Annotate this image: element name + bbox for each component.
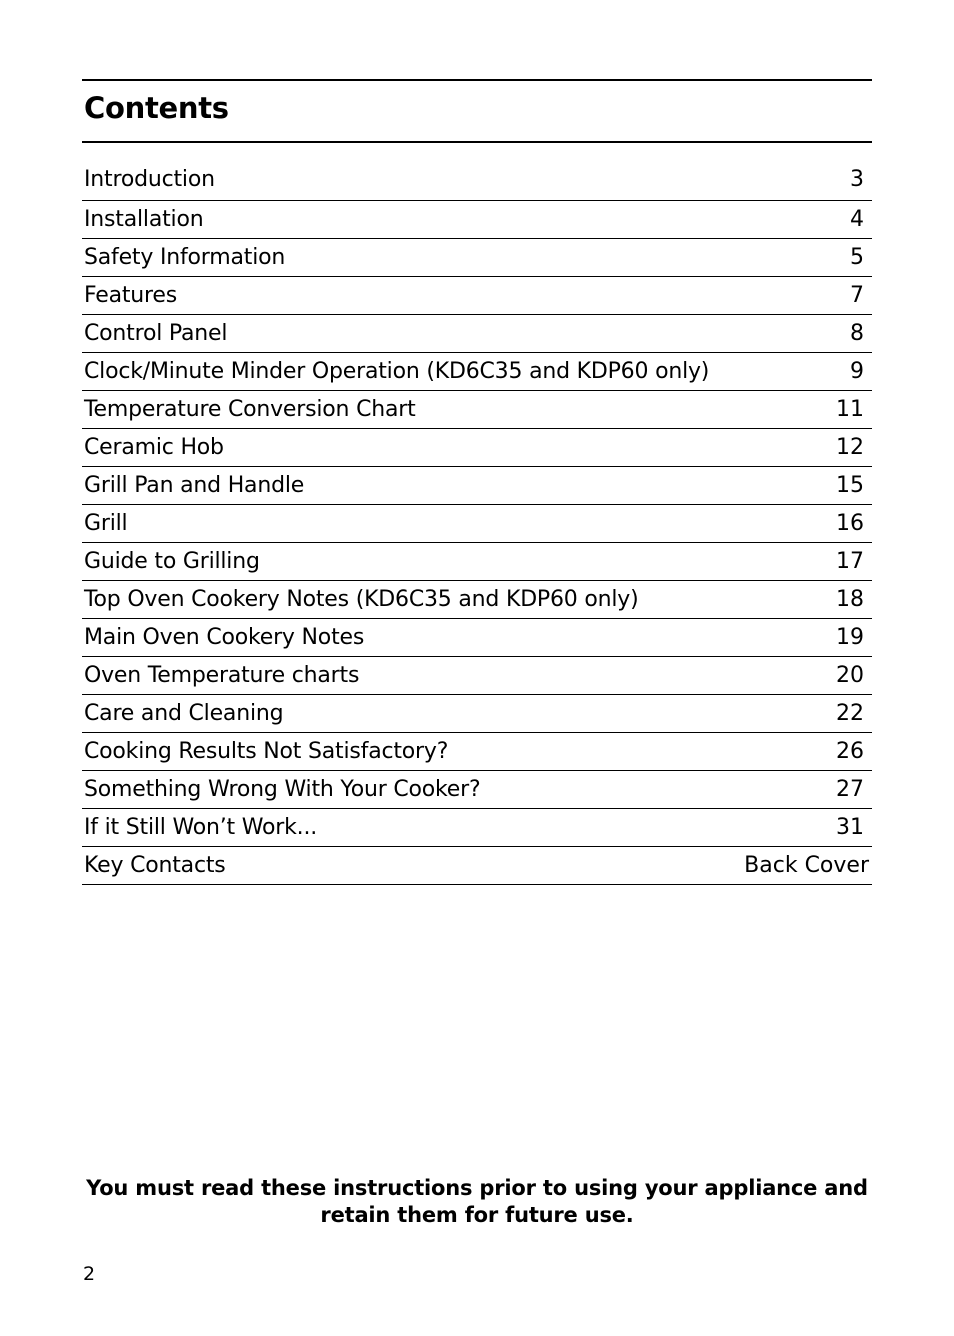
toc-entry-label: Safety Information <box>84 244 286 270</box>
toc-entry-guide-to-grilling[interactable] <box>82 543 872 581</box>
toc-entry-page: 12 <box>836 434 864 460</box>
toc-entry-page: 4 <box>850 206 864 232</box>
toc-entry-clock-minute-minder[interactable] <box>82 353 872 391</box>
toc-entry-label: Grill Pan and Handle <box>84 472 305 498</box>
toc-entry-label: Ceramic Hob <box>84 434 224 460</box>
toc-entry-page: 26 <box>836 738 864 764</box>
toc-entry-label: Key Contacts <box>84 852 226 878</box>
toc-entry-page: 20 <box>836 662 864 688</box>
toc-entry-page: 15 <box>836 472 864 498</box>
toc-entry-label: Something Wrong With Your Cooker? <box>84 776 481 802</box>
toc-entry-grill[interactable] <box>82 505 872 543</box>
toc-entry-label: Cooking Results Not Satisfactory? <box>84 738 449 764</box>
toc-entry-oven-temperature-charts[interactable] <box>82 657 872 695</box>
notice-line: retain them for future use. <box>320 1203 634 1227</box>
page-title: Contents <box>84 91 229 125</box>
toc-entry-label: Clock/Minute Minder Operation (KD6C35 and KDP60 only) <box>84 358 710 384</box>
toc-entry-introduction[interactable] <box>82 160 872 201</box>
toc-entry-if-it-still-wont-work[interactable] <box>82 809 872 847</box>
toc-entry-page: 18 <box>836 586 864 612</box>
toc-entry-label: Oven Temperature charts <box>84 662 360 688</box>
toc-entry-safety-information[interactable] <box>82 239 872 277</box>
toc-entry-main-oven-cookery-notes[interactable] <box>82 619 872 657</box>
toc-entry-something-wrong[interactable] <box>82 771 872 809</box>
toc-entry-page: 11 <box>836 396 864 422</box>
toc-entry-page: Back Cover <box>744 852 869 878</box>
toc-entry-top-oven-cookery-notes[interactable] <box>82 581 872 619</box>
toc-entry-label: Features <box>84 282 177 308</box>
toc-entry-label: Grill <box>84 510 128 536</box>
page-number: 2 <box>83 1263 96 1285</box>
toc-entry-label: Temperature Conversion Chart <box>84 396 416 422</box>
toc-entry-label: Guide to Grilling <box>84 548 260 574</box>
toc-entry-page: 19 <box>836 624 864 650</box>
toc-entry-label: Main Oven Cookery Notes <box>84 624 365 650</box>
toc-entry-cooking-results[interactable] <box>82 733 872 771</box>
toc-entry-control-panel[interactable] <box>82 315 872 353</box>
reading-notice <box>82 1175 872 1229</box>
toc-entry-care-and-cleaning[interactable] <box>82 695 872 733</box>
toc-entry-page: 9 <box>850 358 864 384</box>
toc-entry-label: Top Oven Cookery Notes (KD6C35 and KDP60 only) <box>84 586 639 612</box>
toc-entry-label: If it Still Won’t Work... <box>84 814 318 840</box>
toc-entry-features[interactable] <box>82 277 872 315</box>
toc-entry-page: 22 <box>836 700 864 726</box>
toc-entry-label: Care and Cleaning <box>84 700 284 726</box>
toc-entry-label: Introduction <box>84 167 215 192</box>
notice-line: You must read these instructions prior to using your appliance and <box>86 1176 868 1200</box>
toc-entry-page: 7 <box>850 282 864 308</box>
toc-entry-page: 3 <box>850 167 864 192</box>
toc-entry-page: 17 <box>836 548 864 574</box>
toc-entry-grill-pan-and-handle[interactable] <box>82 467 872 505</box>
toc-entry-ceramic-hob[interactable] <box>82 429 872 467</box>
title-divider <box>82 141 872 143</box>
toc-entry-label: Installation <box>84 206 204 232</box>
toc-entry-label: Control Panel <box>84 320 228 346</box>
toc-entry-page: 5 <box>850 244 864 270</box>
top-divider <box>82 79 872 81</box>
toc-entry-page: 8 <box>850 320 864 346</box>
table-of-contents <box>82 160 872 885</box>
toc-entry-temperature-conversion-chart[interactable] <box>82 391 872 429</box>
toc-entry-page: 27 <box>836 776 864 802</box>
toc-entry-page: 31 <box>836 814 864 840</box>
toc-entry-installation[interactable] <box>82 201 872 239</box>
toc-entry-page: 16 <box>836 510 864 536</box>
toc-entry-key-contacts[interactable] <box>82 847 872 885</box>
